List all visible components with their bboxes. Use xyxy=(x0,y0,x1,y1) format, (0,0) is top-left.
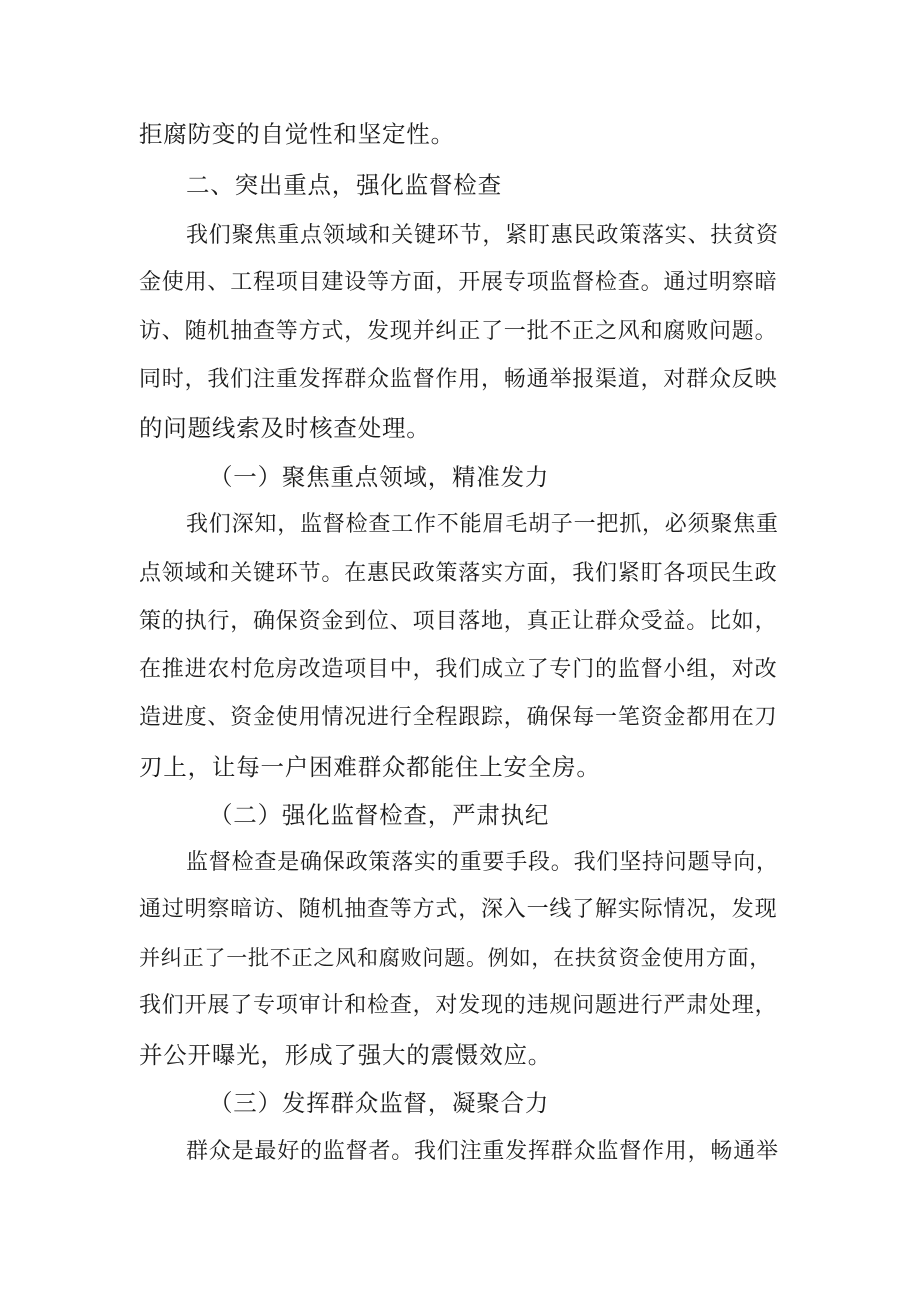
paragraph-line: 并纠正了一批不正之风和腐败问题。例如，在扶贫资金使用方面， xyxy=(139,946,772,970)
subsection-heading: （三）发挥群众监督，凝聚合力 xyxy=(209,1089,550,1117)
paragraph-line: 点领域和关键环节。在惠民政策落实方面，我们紧盯各项民生政 xyxy=(139,561,778,586)
subsection-heading: （一）聚焦重点领域，精准发力 xyxy=(209,463,550,491)
paragraph-line: 通过明察暗访、随机抽查等方式，深入一线了解实际情况，发现 xyxy=(139,897,778,922)
paragraph-line: 访、随机抽查等方式，发现并纠正了一批不正之风和腐败问题。 xyxy=(139,319,778,344)
paragraph-line: 监督检查是确保政策落实的重要手段。我们坚持问题导向， xyxy=(186,850,779,875)
paragraph-line: 我们聚焦重点领域和关键环节，紧盯惠民政策落实、扶贫资 xyxy=(186,223,779,248)
paragraph-line: 在推进农村危房改造项目中，我们成立了专门的监督小组，对改 xyxy=(139,657,778,682)
paragraph-line: 的问题线索及时核查处理。 xyxy=(139,414,431,442)
paragraph-line: 同时，我们注重发挥群众监督作用，畅通举报渠道，对群众反映 xyxy=(139,367,778,392)
paragraph-line: 并公开曝光，形成了强大的震慑效应。 xyxy=(139,1041,553,1069)
paragraph-line: 群众是最好的监督者。我们注重发挥群众监督作用，畅通举 xyxy=(186,1139,779,1164)
paragraph-line: 拒腐防变的自觉性和坚定性。 xyxy=(139,120,455,148)
section-heading: 二、突出重点，强化监督检查 xyxy=(186,171,502,199)
paragraph-line: 刃上，让每一户困难群众都能住上安全房。 xyxy=(139,753,601,781)
paragraph-line: 我们深知，监督检查工作不能眉毛胡子一把抓，必须聚焦重 xyxy=(186,512,779,537)
paragraph-line: 我们开展了专项审计和检查，对发现的违规问题进行严肃处理， xyxy=(139,993,778,1018)
paragraph-line: 策的执行，确保资金到位、项目落地，真正让群众受益。比如， xyxy=(139,609,778,634)
paragraph-line: 造进度、资金使用情况进行全程跟踪，确保每一笔资金都用在刀 xyxy=(139,705,778,730)
subsection-heading: （二）强化监督检查，严肃执纪 xyxy=(209,801,550,829)
paragraph-line: 金使用、工程项目建设等方面，开展专项监督检查。通过明察暗 xyxy=(139,270,778,295)
